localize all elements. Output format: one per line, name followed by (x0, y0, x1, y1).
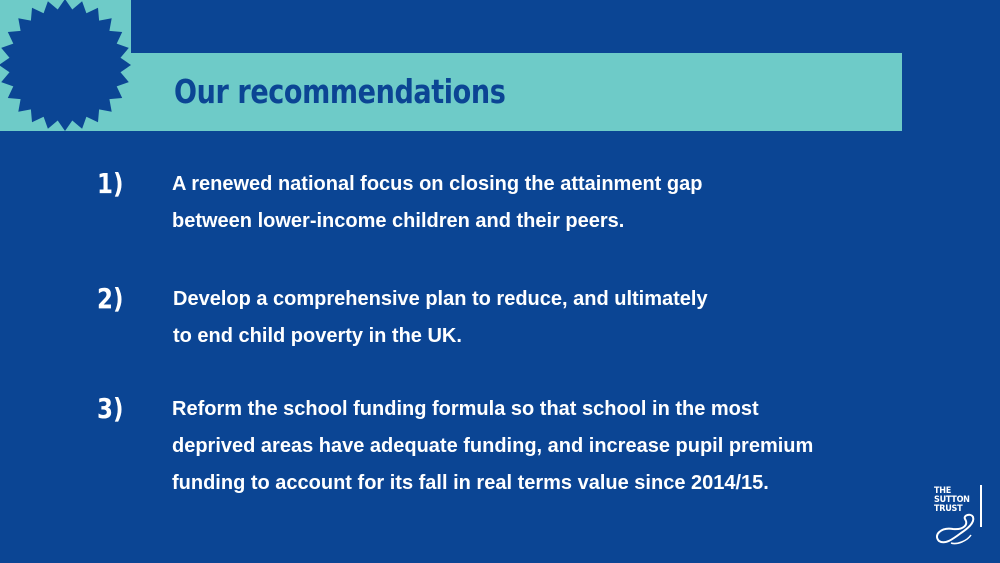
recommendation-line: to end child poverty in the UK. (173, 325, 462, 347)
logo-line: THE (934, 486, 952, 496)
recommendation-line: A renewed national focus on closing the attainment gap (172, 173, 703, 195)
logo-wordmark (934, 487, 970, 514)
recommendation-text (172, 391, 813, 502)
recommendation-text (172, 166, 702, 240)
logo-line: TRUST (934, 504, 963, 514)
sutton-trust-logo (927, 483, 987, 549)
recommendation-number: 2) (97, 282, 124, 315)
recommendation-line: Reform the school funding formula so that school in the most (172, 398, 759, 420)
recommendation-text (173, 281, 708, 355)
recommendation-line: deprived areas have adequate funding, and increase pupil premium (172, 435, 814, 457)
recommendation-number: 1) (97, 167, 124, 200)
recommendation-number: 3) (97, 392, 124, 425)
starburst-badge-icon (0, 0, 135, 135)
recommendation-line: Develop a comprehensive plan to reduce, and ultimately (173, 288, 708, 310)
recommendation-line: funding to account for its fall in real terms value since 2014/15. (172, 472, 769, 494)
recommendation-line: between lower-income children and their peers. (172, 210, 625, 232)
logo-line: SUTTON (934, 495, 970, 505)
page-title: Our recommendations (174, 72, 506, 111)
